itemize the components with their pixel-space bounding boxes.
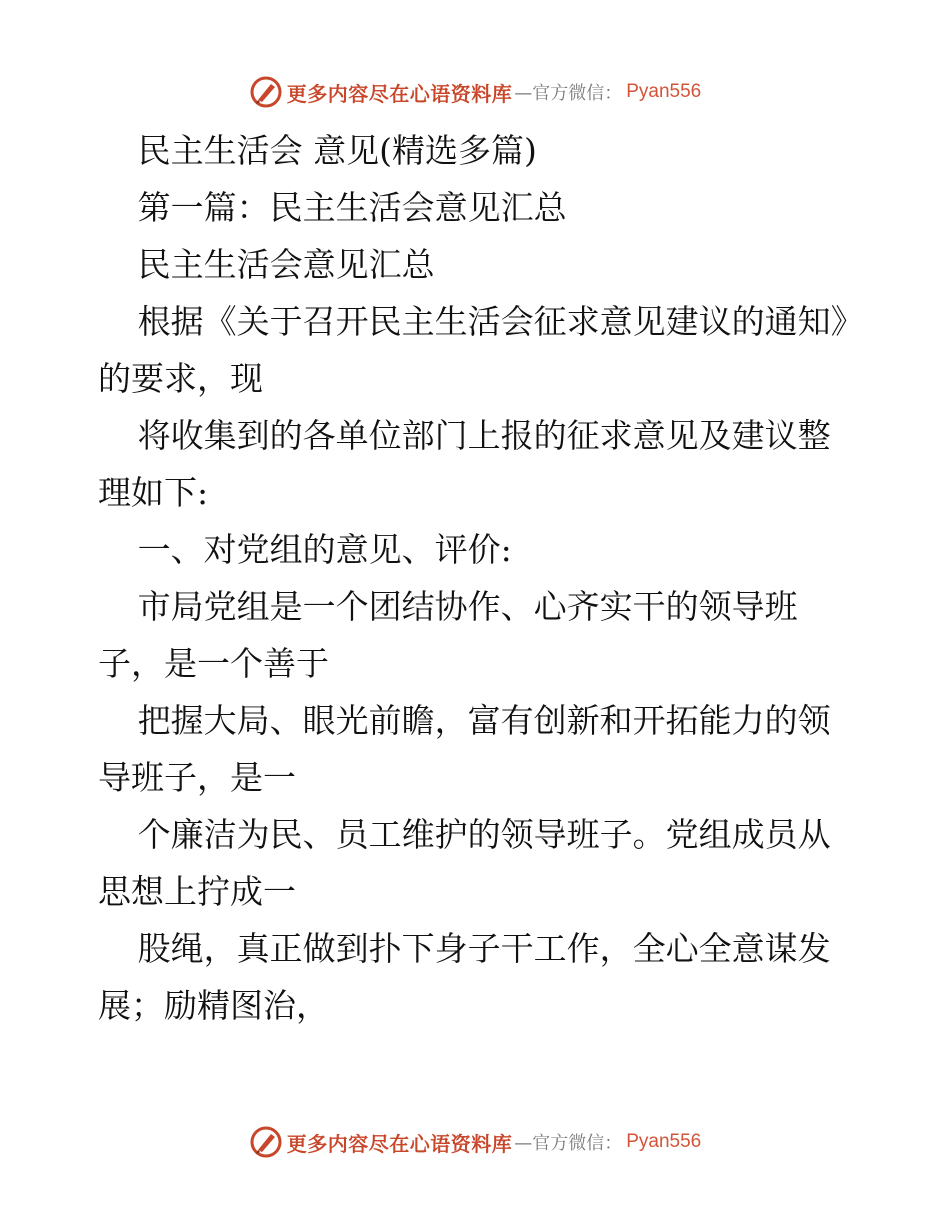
document-body [98,122,858,1034]
body-paragraph: 将收集到的各单位部门上报的征求意见及建议整理如下: [98,416,831,512]
body-paragraph: 股绳，真正做到扑下身子干工作，全心全意谋发展；励精图治， [98,929,831,1025]
doc-title: 民主生活会 意见(精选多篇) [137,131,537,170]
subsection-heading: 民主生活会意见汇总 [137,245,435,284]
banner-separator: —官方微信： [514,1133,623,1154]
banner-wechat-id: Pyan556 [626,81,702,102]
body-paragraph: 个廉洁为民、员工维护的领导班子。党组成员从思想上拧成一 [98,815,831,911]
pen-logo-icon [249,75,283,109]
banner-main-text: 更多内容尽在心语资料库 [286,81,513,106]
banner-separator: —官方微信： [514,83,623,104]
body-paragraph: 市局党组是一个团结协作、心齐实干的领导班子，是一个善于 [98,587,798,683]
banner-main-text: 更多内容尽在心语资料库 [286,1131,513,1156]
footer-banner [0,1122,950,1162]
pen-logo-icon [249,1125,283,1159]
section-heading: 第一篇：民主生活会意见汇总 [137,188,567,227]
body-paragraph: 根据《关于召开民主生活会征求意见建议的通知》的要求，现 [98,302,848,398]
header-banner [0,72,950,112]
body-paragraph: 一、对党组的意见、评价: [137,530,512,569]
body-paragraph: 把握大局、眼光前瞻，富有创新和开拓能力的领导班子，是一 [98,701,831,797]
banner-wechat-id: Pyan556 [626,1131,702,1152]
